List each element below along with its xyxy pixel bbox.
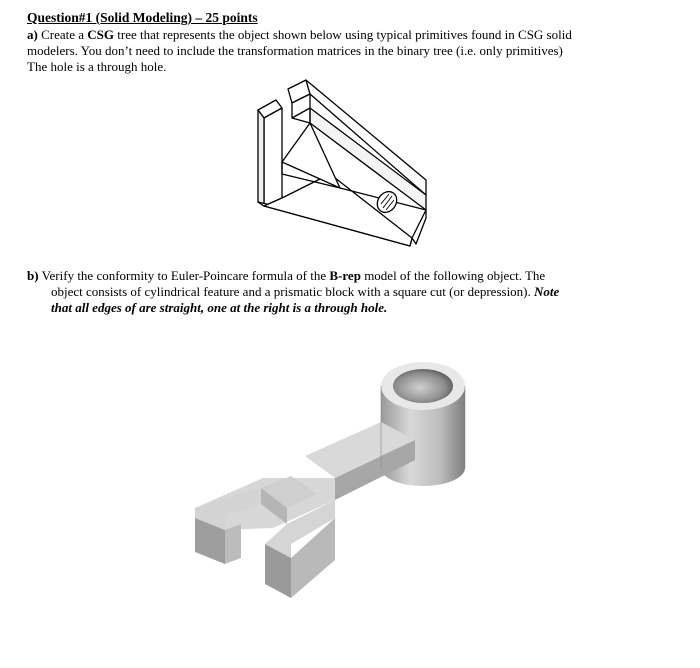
part-b-line-3 — [27, 300, 559, 316]
part-a-line-3: The hole is a through hole. — [27, 59, 167, 74]
part-a-line-1 — [27, 27, 572, 43]
part-a-text — [27, 27, 572, 75]
part-a-label: a) — [27, 27, 38, 42]
part-a-line-2: modelers. You don’t need to include the transformation matrices in the binary tree (i.e. only primitives) — [27, 43, 563, 58]
part-b-line-2 — [27, 284, 559, 300]
part-b-line-1 — [27, 268, 559, 284]
question-title: Question#1 (Solid Modeling) – 25 points — [27, 10, 258, 25]
note-emphasis-continued: that all edges of are straight, one at the right is a through hole. — [51, 300, 388, 315]
note-emphasis: Note — [534, 284, 560, 299]
part-b-line-2-pre: object consists of cylindrical feature and a prismatic block with a square cut (or depression). — [51, 284, 531, 299]
brep-keyword: B-rep — [329, 268, 361, 283]
part-b-label: b) — [27, 268, 39, 283]
part-a-line-1-pre: Create a — [41, 27, 85, 42]
csg-keyword: CSG — [87, 27, 115, 42]
csg-object-figure — [230, 78, 440, 253]
part-a-line-1-post: tree that represents the object shown below using typical primitives found in CSG solid — [117, 27, 572, 42]
brep-object-figure — [185, 348, 485, 613]
part-b-line-1-post: model of the following object. The — [364, 268, 546, 283]
part-b-line-1-pre: Verify the conformity to Euler-Poincare formula of the — [41, 268, 327, 283]
part-b-text — [27, 268, 559, 316]
